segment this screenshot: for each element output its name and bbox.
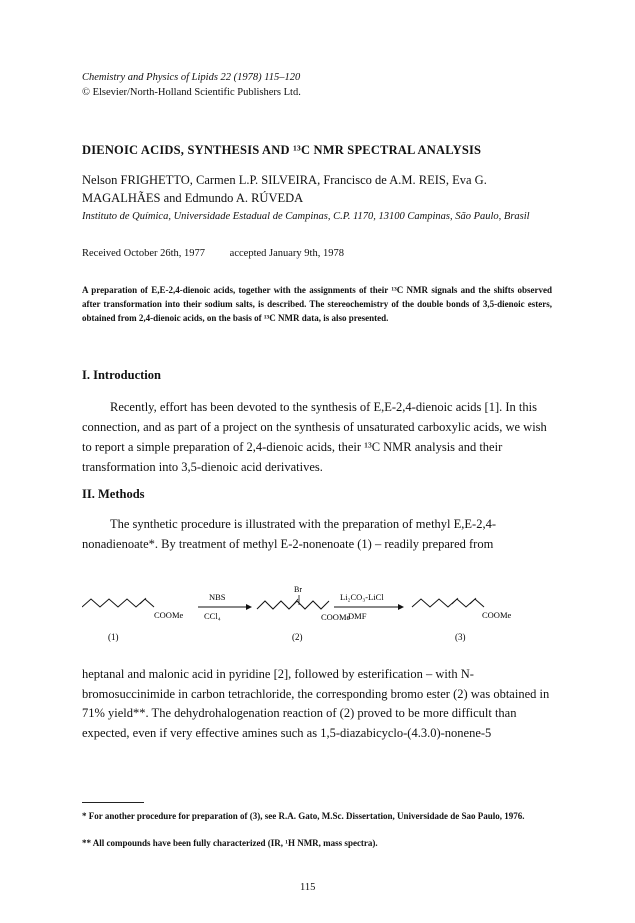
affiliation: Instituto de Química, Universidade Estadual de Campinas, C.P. 1170, 13100 Campinas, São Paulo, Brasil [82,211,530,222]
page-number: 115 [300,882,316,893]
arrow-2-reagent-top: Li₂CO₃-LiCl [340,592,384,602]
methods-paragraph-continued: heptanal and malonic acid in pyridine [2], followed by esterification – with N-bromosuccinimide in carbon tetrachloride, the corresponding bromo ester (2) was obtained in 71% yield**. The dehydrohalogenation reaction of (2) proved to be more difficult than expected, even if very effective amines such as 1,5-diazabicyclo-(4.3.0)-nonene-5 [82,667,550,740]
copyright-line: © Elsevier/North-Holland Scientific Publishers Ltd. [82,87,301,98]
compound-1-label: (1) [108,632,119,642]
compound-3-label: (3) [455,632,466,642]
compound-2-group: COOMe [321,612,351,622]
introduction-paragraph: Recently, effort has been devoted to the synthesis of E,E-2,4-dienoic acids [1]. In this connection, and as part of a project on the synthesis of unsaturated carboxylic acids, we wish to report a simple preparation of 2,4-dienoic acids, their ¹³C NMR analysis and their transformation into 3,5-dienoic acid derivatives. [82,400,547,474]
reaction-scheme [82,583,552,643]
footnote-rule [82,802,144,803]
compound-2-substituent: Br [294,585,302,594]
abstract: A preparation of E,E-2,4-dienoic acids, together with the assignments of their ¹³C NMR signals and the shifts observed after transformation into their sodium salts, is described. The stereochemistry of the double bonds of 3,5-dienoic esters, obtained from 2,4-dienoic acids, on the basis of ¹³C NMR data, is also presented. [82,285,552,323]
author-list: Nelson FRIGHETTO, Carmen L.P. SILVEIRA, Francisco de A.M. REIS, Eva G. MAGALHÃES and Edmundo A. RÚVEDA [82,173,487,205]
journal-citation: Chemistry and Physics of Lipids 22 (1978) 115–120 [82,72,301,83]
received-date: Received October 26th, 1977 [82,248,206,259]
accepted-date: accepted January 9th, 1978 [229,248,344,259]
compound-1-group: COOMe [154,610,184,620]
compound-3-chain [412,599,484,607]
footnote-2: ** All compounds have been fully characterized (IR, ¹H NMR, mass spectra). [82,838,378,848]
arrow-2-reagent-bottom: DMF [348,611,367,621]
compound-2-label: (2) [292,632,303,642]
footnote-1: * For another procedure for preparation of (3), see R.A. Gato, M.Sc. Dissertation, Universidade de Sao Paulo, 1976. [82,811,525,821]
methods-paragraph: The synthetic procedure is illustrated with the preparation of methyl E,E-2,4-nonadienoate*. By treatment of methyl E-2-nonenoate (1) – readily prepared from [82,517,496,551]
section-heading-methods: II. Methods [82,487,145,501]
section-heading-introduction: I. Introduction [82,368,161,382]
compound-1-chain [82,599,154,607]
paper-title: DIENOIC ACIDS, SYNTHESIS AND ¹³C NMR SPECTRAL ANALYSIS [82,143,482,157]
arrow-1-reagent-top: NBS [209,592,226,602]
compound-3-group: COOMe [482,610,512,620]
received-dates [82,248,344,259]
arrow-1-reagent-bottom: CCl₄ [204,611,221,621]
